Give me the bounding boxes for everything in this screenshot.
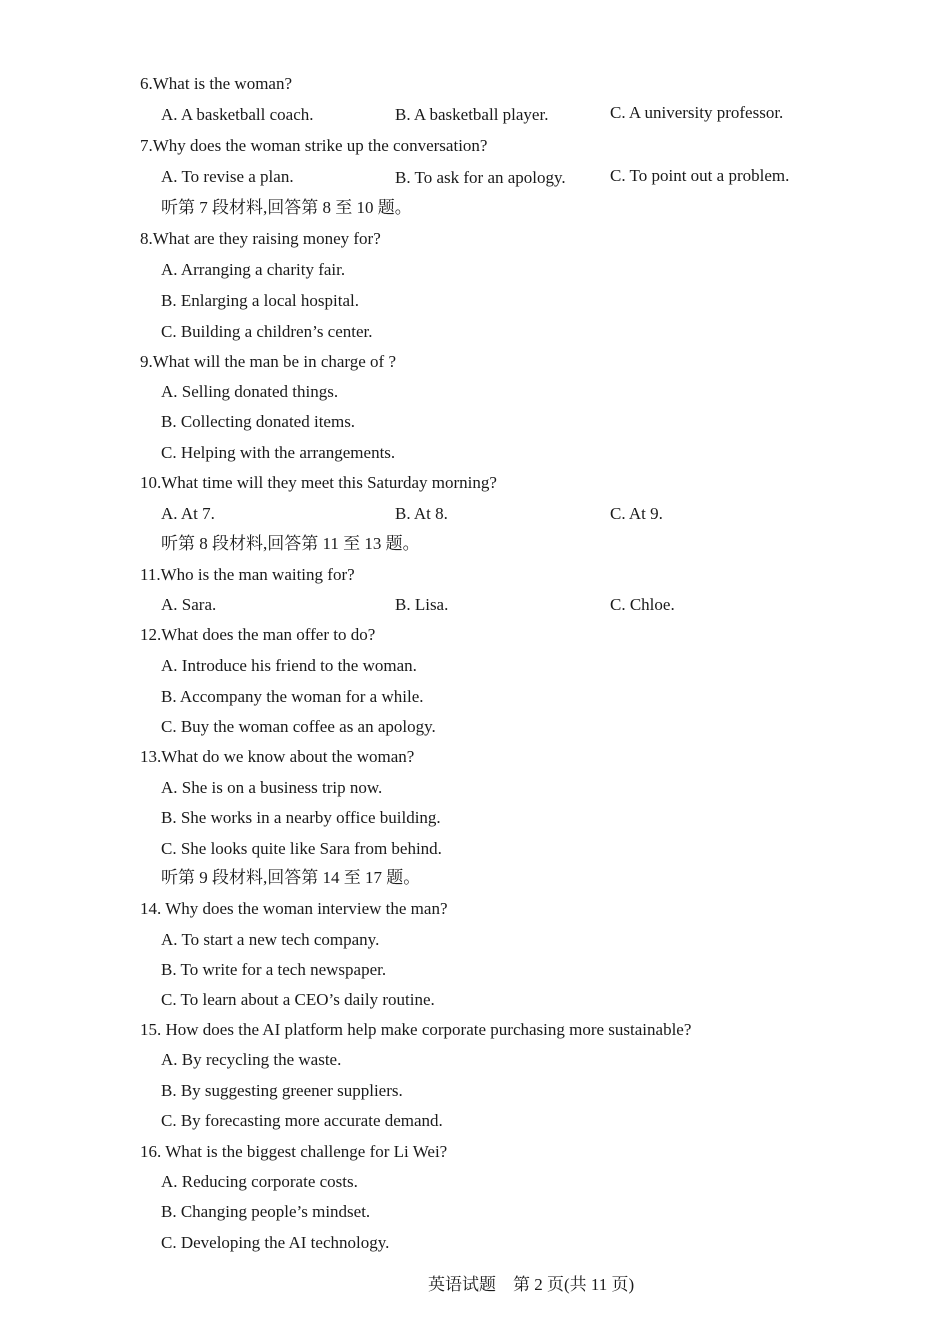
q6-option-c: C. A university professor. (610, 103, 784, 122)
q8-option-b: B. Enlarging a local hospital. (161, 291, 359, 310)
q6-option-b: B. A basketball player. (395, 105, 549, 124)
question-9: 9.What will the man be in charge of ? (140, 352, 397, 371)
q9-option-a: A. Selling donated things. (161, 382, 339, 401)
q14-option-c: C. To learn about a CEO’s daily routine. (161, 990, 435, 1009)
q16-option-b: B. Changing people’s mindset. (161, 1202, 371, 1221)
q13-option-b: B. She works in a nearby office building. (161, 808, 441, 827)
q11-option-c: C. Chloe. (610, 595, 675, 614)
q7-option-b: B. To ask for an apology. (395, 168, 566, 187)
question-14: 14. Why does the woman interview the man? (140, 899, 448, 918)
question-12: 12.What does the man offer to do? (140, 625, 376, 644)
question-7: 7.Why does the woman strike up the conversation? (140, 136, 488, 155)
page-footer: 英语试题 第 2 页(共 11 页) (428, 1275, 635, 1294)
q11-option-b: B. Lisa. (395, 595, 449, 614)
q15-option-b: B. By suggesting greener suppliers. (161, 1081, 403, 1100)
q8-option-c: C. Building a children’s center. (161, 322, 373, 341)
q16-option-c: C. Developing the AI technology. (161, 1233, 390, 1252)
q10-option-c: C. At 9. (610, 504, 663, 523)
question-15: 15. How does the AI platform help make corporate purchasing more sustainable? (140, 1020, 692, 1039)
q16-option-a: A. Reducing corporate costs. (161, 1172, 358, 1191)
question-8: 8.What are they raising money for? (140, 229, 381, 248)
q12-option-a: A. Introduce his friend to the woman. (161, 656, 417, 675)
section-instruction-7: 听第 7 段材料,回答第 8 至 10 题。 (161, 198, 412, 217)
question-11: 11.Who is the man waiting for? (140, 565, 355, 584)
q10-option-a: A. At 7. (161, 504, 215, 523)
question-16: 16. What is the biggest challenge for Li Wei? (140, 1142, 448, 1161)
q15-option-c: C. By forecasting more accurate demand. (161, 1111, 443, 1130)
section-instruction-9: 听第 9 段材料,回答第 14 至 17 题。 (161, 868, 421, 887)
q15-option-a: A. By recycling the waste. (161, 1050, 342, 1069)
q9-option-b: B. Collecting donated items. (161, 412, 356, 431)
q14-option-a: A. To start a new tech company. (161, 930, 380, 949)
q6-option-a: A. A basketball coach. (161, 105, 314, 124)
q13-option-a: A. She is on a business trip now. (161, 778, 383, 797)
question-6: 6.What is the woman? (140, 74, 293, 93)
question-10: 10.What time will they meet this Saturday morning? (140, 473, 497, 492)
q14-option-b: B. To write for a tech newspaper. (161, 960, 387, 979)
q9-option-c: C. Helping with the arrangements. (161, 443, 396, 462)
q12-option-b: B. Accompany the woman for a while. (161, 687, 424, 706)
q13-option-c: C. She looks quite like Sara from behind. (161, 839, 442, 858)
section-instruction-8: 听第 8 段材料,回答第 11 至 13 题。 (161, 534, 420, 553)
q11-option-a: A. Sara. (161, 595, 217, 614)
q8-option-a: A. Arranging a charity fair. (161, 260, 346, 279)
q10-option-b: B. At 8. (395, 504, 448, 523)
q7-option-c: C. To point out a problem. (610, 166, 790, 185)
question-13: 13.What do we know about the woman? (140, 747, 415, 766)
q12-option-c: C. Buy the woman coffee as an apology. (161, 717, 436, 736)
q7-option-a: A. To revise a plan. (161, 167, 294, 186)
